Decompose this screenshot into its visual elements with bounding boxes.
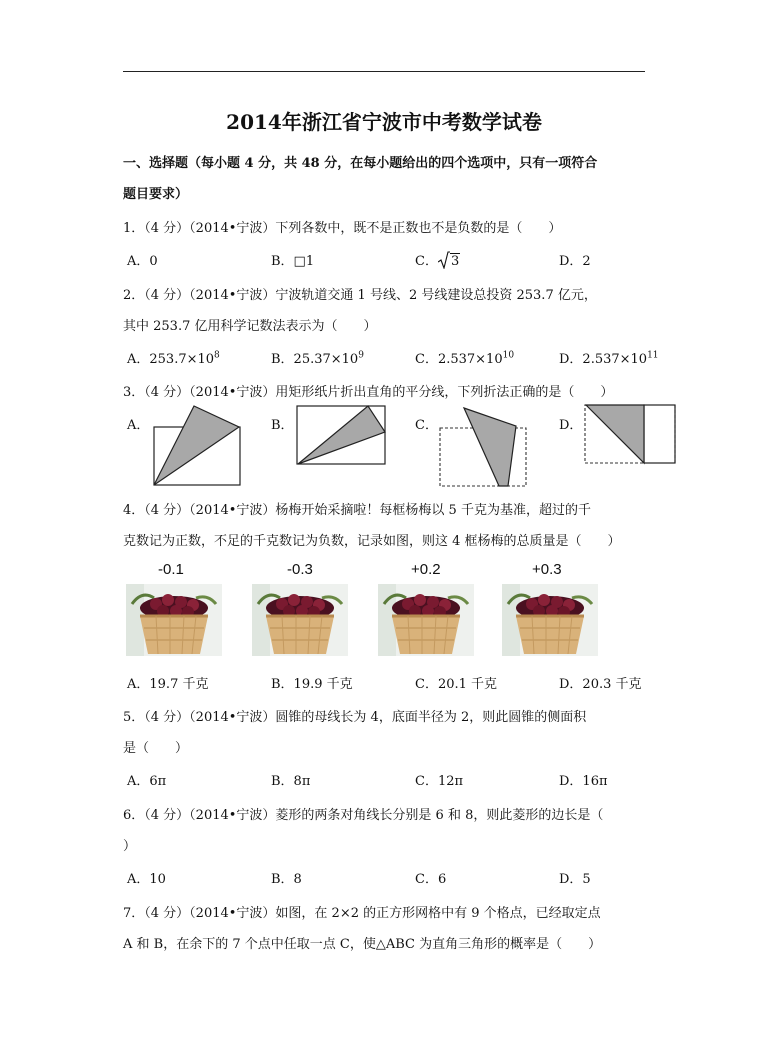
bayberry-basket-image bbox=[252, 584, 348, 656]
header-rule bbox=[123, 71, 645, 72]
q7-stem-line1: 7．（4 分）（2014•宁波）如图，在 2×2 的正方形网格中有 9 个格点，已经取定点 bbox=[123, 906, 601, 921]
q5-stem-line2: 是（ ） bbox=[123, 741, 189, 756]
q5-option-d: D．16π bbox=[559, 774, 608, 789]
q2-option-b-base: B．25.37×10 bbox=[271, 352, 359, 367]
q1-option-a: A．0 bbox=[127, 254, 158, 269]
q3-figure-c bbox=[437, 404, 531, 490]
q3-option-d: D． bbox=[559, 418, 583, 433]
q6-option-c: C．6 bbox=[415, 872, 447, 887]
q6-option-a: A．10 bbox=[127, 872, 166, 887]
q3-option-a: A． bbox=[127, 418, 150, 433]
q3-option-c: C． bbox=[415, 418, 438, 433]
q2-option-a-base: A．253.7×10 bbox=[127, 352, 215, 367]
q3-figure-a bbox=[150, 404, 244, 488]
q3-figure-d bbox=[582, 402, 678, 466]
q2-option-c bbox=[415, 348, 514, 367]
q2-option-d-exp: 11 bbox=[647, 350, 659, 361]
q4-label-4: +0.3 bbox=[532, 561, 562, 578]
q6-stem-line1: 6．（4 分）（2014•宁波）菱形的两条对角线长分别是 6 和 8，则此菱形的边长是（ bbox=[123, 808, 604, 823]
bayberry-basket-image bbox=[378, 584, 474, 656]
q4-option-b: B．19.9 千克 bbox=[271, 677, 353, 692]
q6-option-d: D．5 bbox=[559, 872, 591, 887]
section-heading-line1: 一、选择题（每小题 4 分，共 48 分，在每小题给出的四个选项中，只有一项符合 bbox=[123, 156, 598, 171]
q4-stem-line2: 克数记为正数，不足的千克数记为负数，记录如图，则这 4 框杨梅的总质量是（ ） bbox=[123, 534, 621, 549]
bayberry-basket-image bbox=[126, 584, 222, 656]
q1-option-d: D．2 bbox=[559, 254, 591, 269]
bayberry-basket-image bbox=[502, 584, 598, 656]
q6-stem-line2: ） bbox=[123, 839, 137, 854]
q6-option-b: B．8 bbox=[271, 872, 302, 887]
q2-option-c-base: C．2.537×10 bbox=[415, 352, 503, 367]
section-heading-line2: 题目要求） bbox=[123, 187, 189, 202]
q1-stem: 1．（4 分）（2014•宁波）下列各数中，既不是正数也不是负数的是（ ） bbox=[123, 221, 562, 236]
page-title: 2014年浙江省宁波市中考数学试卷 bbox=[226, 110, 542, 134]
q5-option-a: A．6π bbox=[127, 774, 167, 789]
q1-option-c bbox=[415, 250, 460, 269]
q2-stem-line1: 2．（4 分）（2014•宁波）宁波轨道交通 1 号线、2 号线建设总投资 253.7 亿元， bbox=[123, 288, 597, 303]
q2-option-a bbox=[127, 348, 220, 367]
q1-option-c-radicand: 3 bbox=[450, 254, 460, 269]
q1-option-b: B．□1 bbox=[271, 254, 315, 269]
q3-option-b: B． bbox=[271, 418, 294, 433]
q1-option-c-label: C． bbox=[415, 254, 438, 269]
q4-option-c: C．20.1 千克 bbox=[415, 677, 498, 692]
q2-option-d-base: D．2.537×10 bbox=[559, 352, 648, 367]
q7-stem-line2: A 和 B，在余下的 7 个点中任取一点 C，使△ABC 为直角三角形的概率是（ ） bbox=[123, 937, 602, 952]
q2-option-b bbox=[271, 348, 364, 367]
q4-label-3: +0.2 bbox=[411, 561, 441, 578]
q4-option-a: A．19.7 千克 bbox=[127, 677, 209, 692]
q4-label-2: -0.3 bbox=[287, 561, 313, 578]
q4-label-1: -0.1 bbox=[158, 561, 184, 578]
q5-option-b: B．8π bbox=[271, 774, 311, 789]
q3-stem: 3．（4 分）（2014•宁波）用矩形纸片折出直角的平分线，下列折法正确的是（ ） bbox=[123, 385, 614, 400]
sqrt-icon bbox=[438, 251, 450, 269]
q2-option-a-exp: 8 bbox=[214, 350, 220, 361]
q3-figure-b bbox=[293, 404, 389, 468]
q4-stem-line1: 4．（4 分）（2014•宁波）杨梅开始采摘啦！每框杨梅以 5 千克为基准，超过的千 bbox=[123, 503, 591, 518]
q2-option-b-exp: 9 bbox=[358, 350, 364, 361]
q4-option-d: D．20.3 千克 bbox=[559, 677, 642, 692]
q2-option-c-exp: 10 bbox=[502, 350, 515, 361]
q2-option-d bbox=[559, 348, 659, 367]
q2-stem-line2: 其中 253.7 亿用科学记数法表示为（ ） bbox=[123, 319, 377, 334]
q5-option-c: C．12π bbox=[415, 774, 464, 789]
q5-stem-line1: 5．（4 分）（2014•宁波）圆锥的母线长为 4，底面半径为 2，则此圆锥的侧面积 bbox=[123, 710, 587, 725]
